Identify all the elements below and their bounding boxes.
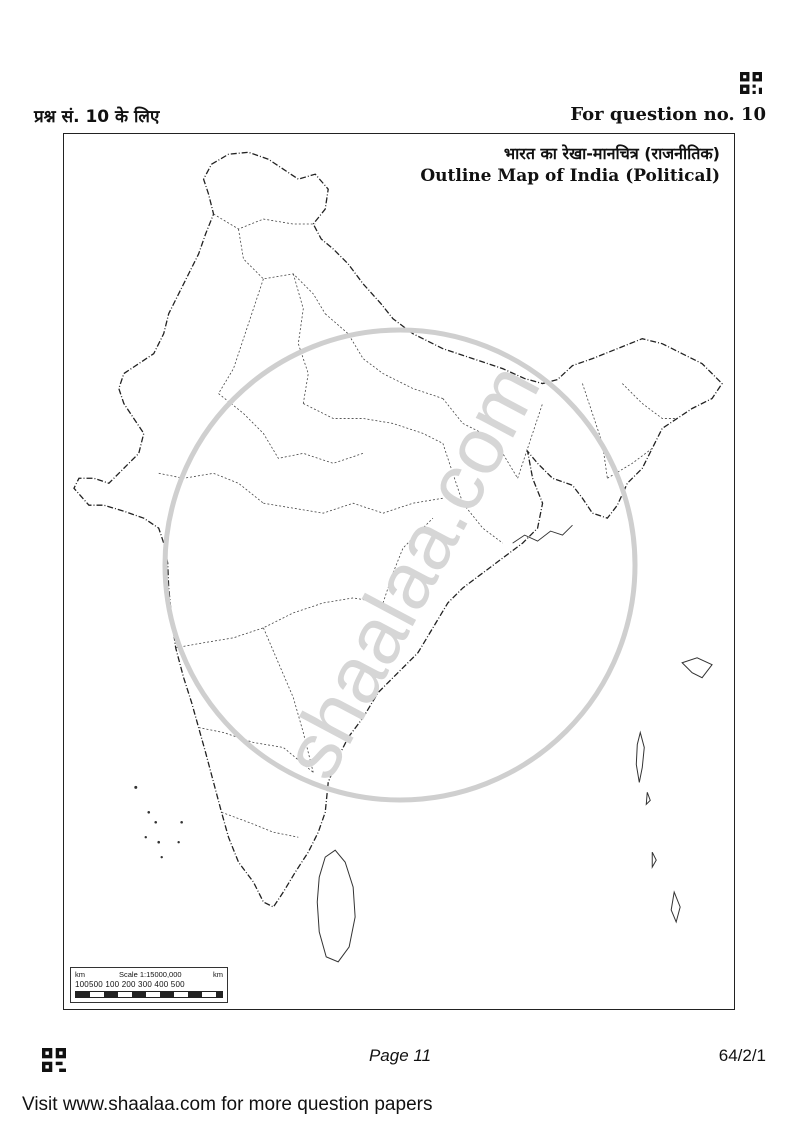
page-number: Page 11	[368, 1046, 432, 1065]
watermark-text: shaalaa.com	[265, 349, 557, 793]
paper-code: 64/2/1	[718, 1046, 766, 1065]
india-outline-map	[64, 134, 734, 1009]
map-title-hindi: भारत का रेखा-मानचित्र (राजनीतिक)	[503, 144, 720, 163]
scale-ticks: 100500 100 200 300 400 500	[75, 980, 185, 989]
andaman-nicobar-islands	[636, 658, 712, 922]
state-boundaries	[159, 214, 677, 837]
map-scale-bar	[70, 967, 228, 1003]
map-frame	[63, 133, 735, 1010]
lakshadweep-islands	[134, 786, 183, 858]
scale-graduated-bar	[75, 991, 223, 998]
footer-visit-text: Visit www.shaalaa.com for more question papers	[22, 1094, 433, 1115]
scale-ratio: Scale 1:15000,000	[119, 970, 182, 979]
qr-code-icon	[740, 72, 762, 94]
scale-unit-right: km	[213, 970, 223, 979]
sri-lanka-outline	[317, 850, 355, 962]
map-title-english: Outline Map of India (Political)	[420, 166, 720, 186]
scale-unit-left: km	[75, 970, 85, 979]
india-mainland-outline	[74, 152, 722, 907]
question-label-english: For question no. 10	[570, 104, 766, 125]
question-label-hindi: प्रश्न सं. 10 के लिए	[34, 107, 160, 127]
